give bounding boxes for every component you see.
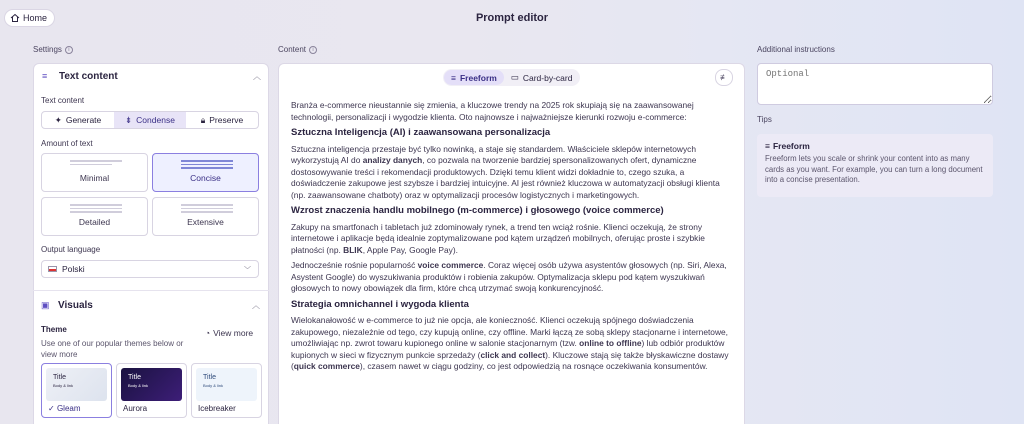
bold-run: online to offline bbox=[579, 338, 642, 348]
top-bar bbox=[0, 0, 1024, 36]
page-title: Prompt editor bbox=[475, 12, 549, 24]
text-run: ) lub odbiór produktów kupionych w sieci w fizycznym punkcie sprzedaży ( bbox=[291, 338, 725, 360]
heading: Strategia omnichannel i wygoda klienta bbox=[291, 298, 469, 310]
chevron-up-icon[interactable]: ︿ bbox=[253, 72, 261, 81]
freeform-label: Freeform bbox=[459, 72, 497, 83]
heading: Sztuczna Inteligencja (AI) i zaawansowana personalizacja bbox=[291, 127, 551, 138]
paragraph bbox=[291, 315, 731, 373]
theme-preview-title: Title bbox=[128, 374, 141, 381]
content-document[interactable] bbox=[291, 100, 731, 377]
tip-title bbox=[765, 141, 985, 151]
content-mode-toggle bbox=[443, 69, 580, 86]
text-content-sublabel: Text content bbox=[41, 96, 85, 105]
amount-minimal[interactable] bbox=[41, 153, 148, 192]
amount-concise-label: Concise bbox=[190, 173, 221, 183]
theme-name bbox=[48, 404, 81, 413]
amount-label: Amount of text bbox=[41, 139, 93, 148]
preserve-button[interactable] bbox=[186, 112, 258, 128]
image-icon: ▣ bbox=[41, 300, 50, 310]
text-lines-icon: ≡ bbox=[765, 141, 770, 151]
instructions-label: Additional instructions bbox=[757, 45, 835, 54]
text-run: , Apple Pay, Google Pay). bbox=[362, 244, 458, 255]
settings-label-text: Settings bbox=[33, 45, 62, 54]
bold-run: analizy danych bbox=[362, 155, 423, 165]
theme-name: Icebreaker bbox=[198, 404, 236, 413]
bold-run: voice commerce bbox=[417, 260, 484, 270]
amount-extensive[interactable] bbox=[152, 197, 259, 236]
theme-label: Theme bbox=[41, 325, 67, 334]
info-icon[interactable]: i bbox=[309, 46, 317, 54]
text-run: ). Kluczowe stają się także błyskawiczne dostawy ( bbox=[291, 349, 729, 371]
text-run: Wielokanałowość w e-commerce to już nie opcja, ale konieczność. Klienci oczekują spójnego doświadczenia zakupowego, niezależnie od tego, czy kupują online, czy offline. Marki łączą ze sobą sklepy stacjonarne i internetowe, umożliwiając np. zwrot towaru kupionego online w salonie stacjonarnym (tzw. bbox=[291, 315, 728, 348]
view-more-label: View more bbox=[213, 328, 254, 338]
theme-preview bbox=[46, 368, 107, 401]
content-panel bbox=[278, 63, 745, 424]
lines-icon bbox=[70, 160, 122, 167]
chevron-down-icon: ﹀ bbox=[244, 267, 251, 274]
amount-detailed-label: Detailed bbox=[78, 217, 111, 227]
check-icon: ✓ bbox=[48, 404, 57, 413]
lock-icon: 🔒︎ bbox=[200, 114, 206, 125]
text-run: . Coraz więcej osób używa asystentów głosowych (np. Siri, Alexa, Asystent Google) do wyszukiwania produktów i robienia zakupów. Optymalizacja sklepu pod kątem wyszukiwań głosowych to nowy obowiązek dla firm, które chcą utrzymać swoją konkurencyjność. bbox=[291, 260, 727, 293]
language-select[interactable] bbox=[41, 260, 259, 278]
format-clear-icon[interactable]: ≢ bbox=[715, 69, 733, 86]
view-more-link[interactable] bbox=[205, 328, 253, 338]
condense-icon: ⇟ bbox=[125, 114, 133, 125]
generate-label: Generate bbox=[65, 115, 102, 125]
paragraph bbox=[291, 222, 731, 257]
text-run: ), czasem nawet w ciągu godziny, co jest odpowiedzią na rosnące oczekiwania konsumentów. bbox=[359, 361, 708, 371]
text-run: Jednocześnie rośnie popularność bbox=[291, 260, 418, 270]
text-run: Zakupy na smartfonach i tabletach już zdominowały rynek, a trend ten wciąż rośnie. Klienci oczekują, że strony internetowe i aplikacje będą idealnie zoptymalizowane pod kątem urządzeń mobilnych, oferując proste i szybkie płatności (np. bbox=[291, 221, 705, 255]
theme-card-icebreaker[interactable] bbox=[191, 363, 262, 418]
tip-body: Freeform lets you scale or shrink your content into as many cards as you want. For example, you can turn a long document into a concise presentation. bbox=[765, 154, 983, 184]
theme-preview-body: Body & link bbox=[53, 383, 74, 388]
language-label: Output language bbox=[41, 245, 101, 254]
lines-icon bbox=[70, 204, 122, 215]
palette-icon: ◔ bbox=[205, 328, 211, 338]
tip-title-text: Freeform bbox=[772, 141, 810, 151]
text-run: , co pozwala na tworzenie bardziej spersonalizowanych ofert, dynamiczne dostosowywanie treści i rekomendacji produktowych. Dzięki temu klient widzi dokładnie to, czego szuka, a doświadczenie zakupowe jest szybsze i bardziej intuicyjne. AI jest również kluczowa w automatyzacji obsługi klienta (np. zaawansowane chatboty) oraz w optymalizacji procesów logistycznych i marketingowych. bbox=[291, 155, 720, 200]
theme-preview-body: Body & link bbox=[203, 383, 224, 388]
cards-icon: ▭ bbox=[510, 72, 519, 82]
paragraph bbox=[291, 260, 731, 295]
preserve-label: Preserve bbox=[209, 115, 244, 125]
lines-icon bbox=[181, 160, 233, 171]
theme-card-gleam[interactable] bbox=[41, 363, 112, 418]
section-divider bbox=[33, 290, 269, 291]
text-mode-segmented-control bbox=[41, 111, 259, 129]
flag-icon bbox=[48, 266, 57, 272]
chevron-up-icon[interactable]: ︿ bbox=[252, 301, 260, 310]
amount-detailed[interactable] bbox=[41, 197, 148, 236]
generate-button[interactable] bbox=[42, 112, 114, 128]
amount-minimal-label: Minimal bbox=[79, 173, 110, 183]
lines-icon bbox=[181, 204, 233, 215]
content-label bbox=[278, 45, 317, 54]
bold-run: BLIK bbox=[343, 244, 363, 255]
tips-label: Tips bbox=[757, 115, 772, 124]
theme-preview bbox=[121, 368, 182, 401]
visuals-section-header[interactable] bbox=[33, 293, 269, 317]
theme-name: Aurora bbox=[123, 404, 148, 413]
theme-preview-body: Body & link bbox=[128, 383, 149, 388]
text-lines-icon: ≡ bbox=[451, 72, 456, 83]
condense-label: Condense bbox=[136, 115, 175, 125]
instructions-textarea[interactable] bbox=[757, 63, 993, 105]
freeform-tab[interactable] bbox=[444, 70, 504, 85]
amount-extensive-label: Extensive bbox=[187, 217, 224, 227]
card-by-card-tab[interactable] bbox=[504, 70, 580, 85]
info-icon[interactable]: i bbox=[65, 46, 73, 54]
paragraph bbox=[291, 144, 731, 202]
text-lines-icon: ≡ bbox=[42, 71, 48, 81]
content-label-text: Content bbox=[278, 45, 307, 54]
heading: Wzrost znaczenia handlu mobilnego (m-commerce) i głosowego (voice commerce) bbox=[291, 205, 664, 216]
text-content-section-header[interactable] bbox=[34, 64, 270, 88]
theme-description: Use one of our popular themes below or view more bbox=[41, 339, 184, 359]
condense-button[interactable] bbox=[114, 112, 186, 128]
theme-card-aurora[interactable] bbox=[116, 363, 187, 418]
visuals-title: Visuals bbox=[58, 299, 93, 311]
text-run: Sztuczna inteligencja przestaje być tylko nowinką, a staje się standardem. Właściciele sklepów internetowych wykorzystują AI do bbox=[291, 143, 696, 165]
theme-preview-title: Title bbox=[53, 374, 66, 381]
theme-name-text: Gleam bbox=[56, 404, 81, 413]
home-label: Home bbox=[23, 13, 48, 23]
text-content-title: Text content bbox=[59, 70, 118, 82]
amount-concise[interactable] bbox=[152, 153, 259, 192]
card-by-card-label: Card-by-card bbox=[522, 72, 573, 83]
sparkle-icon: ✦ bbox=[54, 114, 62, 125]
bold-run: click and collect bbox=[480, 349, 546, 360]
theme-preview-title: Title bbox=[203, 374, 216, 381]
tip-card bbox=[757, 134, 993, 197]
theme-preview bbox=[196, 368, 257, 401]
bold-run: quick commerce bbox=[293, 361, 360, 371]
language-value: Polski bbox=[62, 264, 85, 274]
settings-label bbox=[33, 45, 73, 54]
paragraph: Branża e-commerce nieustannie się zmienia, a kluczowe trendy na 2025 rok skupiają się na zaawansowanej technologii, personalizacji i wygodzie klienta. Oto najnowsze i najważniejsze kierunki rozwoju e-commerce: bbox=[291, 100, 694, 122]
